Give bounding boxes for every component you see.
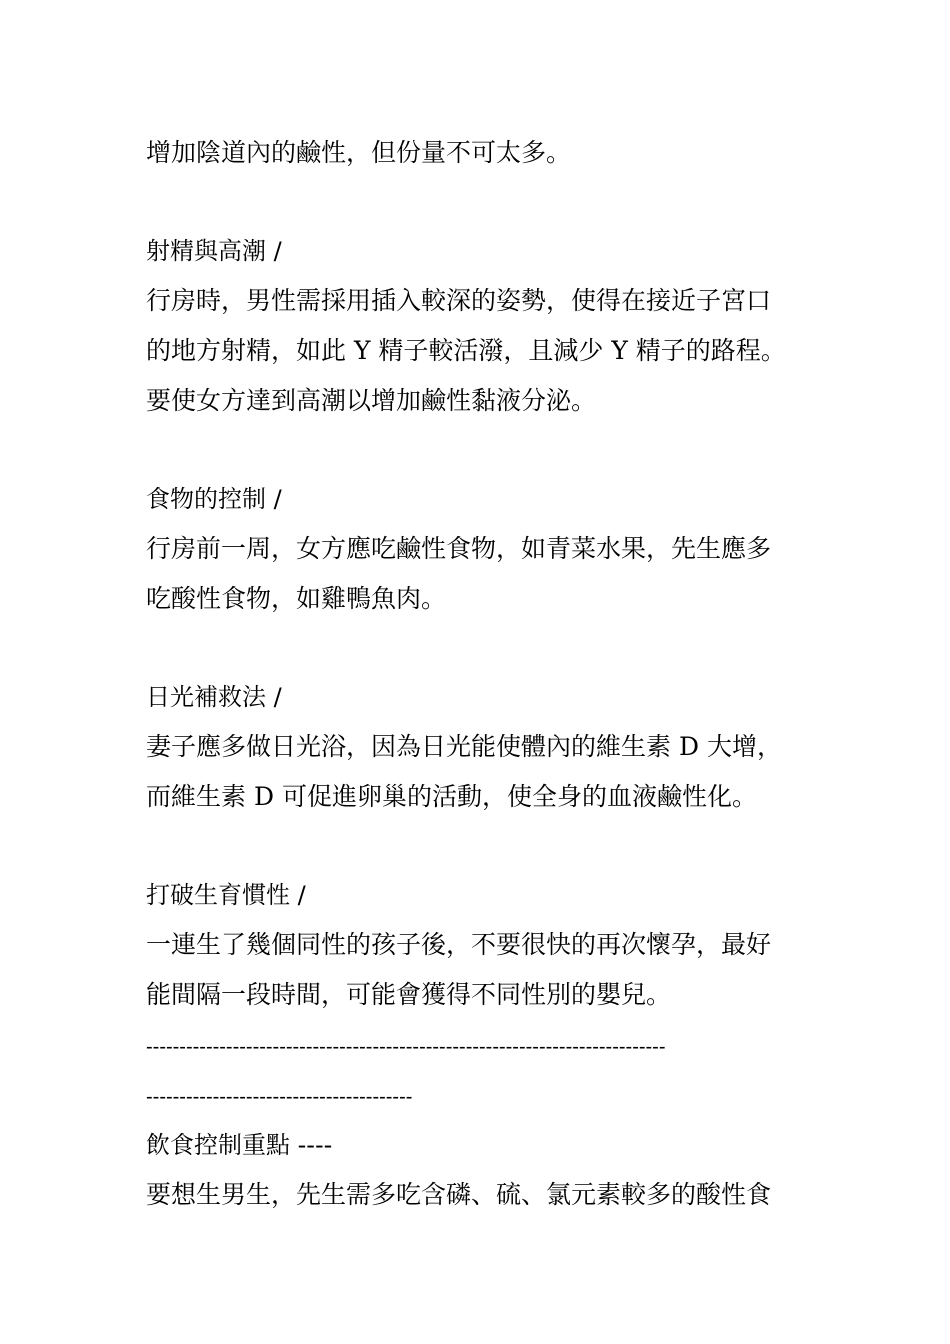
section-heading-break-habit: 打破生育慣性 /: [146, 881, 306, 909]
paragraph-line: 行房時，男性需採用插入較深的姿勢，使得在接近子宮口: [146, 286, 772, 315]
section-heading-food-control: 食物的控制 /: [146, 485, 282, 513]
paragraph-line: 能間隔一段時間，可能會獲得不同性別的嬰兒。: [146, 980, 672, 1009]
paragraph-line: 而維生素 D 可促進卵巢的活動，使全身的血液鹼性化。: [146, 782, 757, 811]
paragraph-line: 一連生了幾個同性的孩子後，不要很快的再次懷孕，最好: [146, 930, 772, 959]
section-heading-ejaculation: 射精與高潮 /: [146, 237, 282, 265]
dashed-separator: ------------------------------------------------------------------------------: [146, 1036, 666, 1058]
section-heading-sunlight: 日光補救法 /: [146, 683, 282, 711]
section-heading-diet-points: 飲食控制重點 ----: [146, 1131, 333, 1159]
paragraph-line: 增加陰道內的鹼性，但份量不可太多。: [146, 138, 572, 167]
paragraph-line: 要使女方達到高潮以增加鹼性黏液分泌。: [146, 386, 597, 415]
paragraph-line: 妻子應多做日光浴，因為日光能使體內的維生素 D 大增，: [146, 732, 782, 761]
dashed-separator: ----------------------------------------: [146, 1086, 413, 1108]
paragraph-line: 吃酸性食物，如雞鴨魚肉。: [146, 584, 447, 613]
paragraph-line: 要想生男生，先生需多吃含磷、硫、氯元素較多的酸性食: [146, 1180, 772, 1209]
paragraph-line: 的地方射精，如此 Y 精子較活潑，且減少 Y 精子的路程。: [146, 336, 786, 365]
paragraph-line: 行房前一周，女方應吃鹼性食物，如青菜水果，先生應多: [146, 534, 772, 563]
